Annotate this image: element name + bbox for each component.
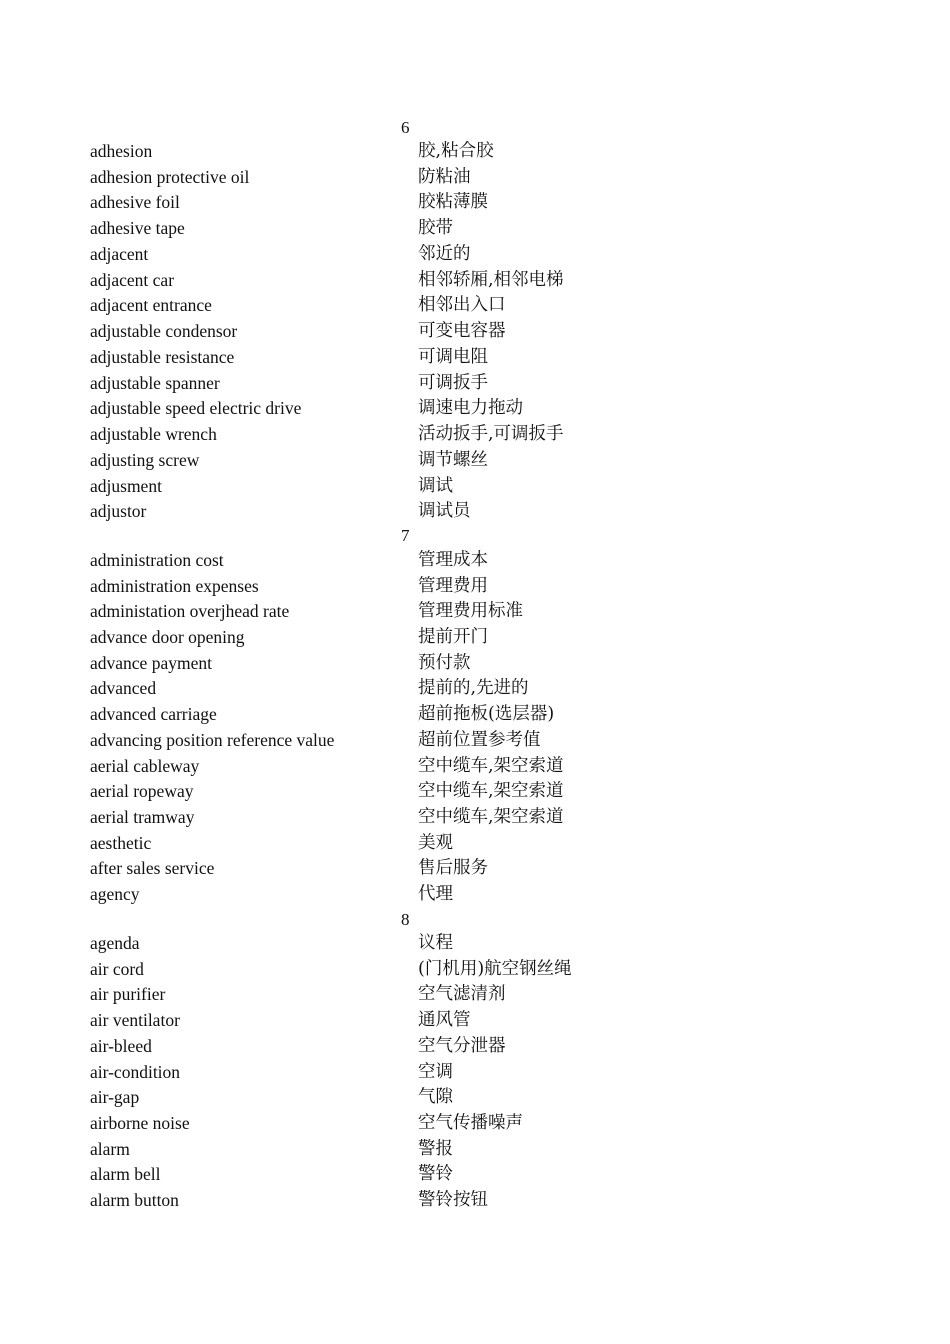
chinese-translation: 空调 xyxy=(418,1062,453,1082)
glossary-entry xyxy=(0,547,950,573)
glossary-entry xyxy=(0,498,950,524)
page-number: 7 xyxy=(401,526,410,545)
chinese-translation: 调节螺丝 xyxy=(418,450,488,470)
glossary-entry xyxy=(0,1007,950,1033)
english-term: airborne noise xyxy=(90,1113,190,1133)
chinese-translation: 代理 xyxy=(418,884,453,904)
glossary-entry xyxy=(0,598,950,624)
chinese-translation: 调试员 xyxy=(418,501,471,521)
english-term: adjustable wrench xyxy=(90,424,217,444)
english-term: administration expenses xyxy=(90,576,259,596)
chinese-translation: 可变电容器 xyxy=(418,321,506,341)
glossary-entry xyxy=(0,624,950,650)
chinese-translation: 胶粘薄膜 xyxy=(418,192,488,212)
english-term: after sales service xyxy=(90,858,215,878)
english-term: air purifier xyxy=(90,984,166,1004)
english-term: advance door opening xyxy=(90,627,245,647)
english-term: adjustable resistance xyxy=(90,347,235,367)
english-term: administration cost xyxy=(90,550,224,570)
english-term: adjustor xyxy=(90,501,147,521)
english-term: adhesive tape xyxy=(90,218,185,238)
chinese-translation: 警铃 xyxy=(418,1164,453,1184)
chinese-translation: 可调扳手 xyxy=(418,373,488,393)
chinese-translation: 空气传播噪声 xyxy=(418,1113,523,1133)
chinese-translation: 管理费用标准 xyxy=(418,601,523,621)
chinese-translation: 通风管 xyxy=(418,1010,471,1030)
english-term: adjacent xyxy=(90,244,149,264)
glossary-entry xyxy=(0,753,950,779)
glossary-entry xyxy=(0,675,950,701)
glossary-entry xyxy=(0,189,950,215)
glossary-entry xyxy=(0,804,950,830)
chinese-translation: 防粘油 xyxy=(418,167,471,187)
glossary-entry xyxy=(0,855,950,881)
glossary-entry xyxy=(0,650,950,676)
glossary-entry xyxy=(0,292,950,318)
english-term: adjustable spanner xyxy=(90,373,220,393)
english-term: air-bleed xyxy=(90,1036,152,1056)
chinese-translation: (门机用)航空钢丝绳 xyxy=(418,959,572,979)
glossary-entry xyxy=(0,447,950,473)
english-term: adjustable speed electric drive xyxy=(90,398,302,418)
glossary-entry xyxy=(0,395,950,421)
english-term: advance payment xyxy=(90,653,212,673)
chinese-translation: 气隙 xyxy=(418,1087,453,1107)
chinese-translation: 预付款 xyxy=(418,653,471,673)
glossary-entry xyxy=(0,138,950,164)
english-term: aesthetic xyxy=(90,833,152,853)
glossary-entry xyxy=(0,701,950,727)
english-term: adjusment xyxy=(90,476,162,496)
chinese-translation: 相邻出入口 xyxy=(418,295,506,315)
glossary-entry xyxy=(0,164,950,190)
glossary-entry xyxy=(0,241,950,267)
glossary-entry xyxy=(0,1110,950,1136)
english-term: air ventilator xyxy=(90,1010,180,1030)
english-term: adjacent entrance xyxy=(90,295,212,315)
glossary-entry xyxy=(0,1187,950,1213)
chinese-translation: 空中缆车,架空索道 xyxy=(418,807,564,827)
glossary-entry xyxy=(0,421,950,447)
chinese-translation: 警报 xyxy=(418,1139,453,1159)
glossary-entry xyxy=(0,473,950,499)
english-term: advanced carriage xyxy=(90,704,217,724)
english-term: advanced xyxy=(90,678,157,698)
english-term: adjustable condensor xyxy=(90,321,238,341)
chinese-translation: 警铃按钮 xyxy=(418,1190,488,1210)
chinese-translation: 空气分泄器 xyxy=(418,1036,506,1056)
english-term: adjusting screw xyxy=(90,450,200,470)
glossary-entry xyxy=(0,727,950,753)
english-term: aerial tramway xyxy=(90,807,195,827)
english-term: administation overjhead rate xyxy=(90,601,290,621)
english-term: agency xyxy=(90,884,140,904)
chinese-translation: 美观 xyxy=(418,833,453,853)
glossary-entry xyxy=(0,573,950,599)
glossary-entry xyxy=(0,981,950,1007)
chinese-translation: 空中缆车,架空索道 xyxy=(418,756,564,776)
page-number: 6 xyxy=(401,118,410,137)
english-term: aerial cableway xyxy=(90,756,200,776)
glossary-entry xyxy=(0,215,950,241)
chinese-translation: 空气滤清剂 xyxy=(418,984,506,1004)
english-term: air-condition xyxy=(90,1062,181,1082)
glossary-entry xyxy=(0,344,950,370)
english-term: agenda xyxy=(90,933,140,953)
chinese-translation: 超前位置参考值 xyxy=(418,730,541,750)
english-term: aerial ropeway xyxy=(90,781,194,801)
glossary-entry xyxy=(0,881,950,907)
glossary-entry xyxy=(0,930,950,956)
glossary-entry xyxy=(0,318,950,344)
glossary-entry xyxy=(0,1161,950,1187)
glossary-entry xyxy=(0,1033,950,1059)
glossary-entry xyxy=(0,830,950,856)
english-term: alarm bell xyxy=(90,1164,161,1184)
chinese-translation: 售后服务 xyxy=(418,858,488,878)
english-term: alarm button xyxy=(90,1190,179,1210)
chinese-translation: 超前拖板(选层器) xyxy=(418,704,555,724)
english-term: adhesion xyxy=(90,141,153,161)
chinese-translation: 调试 xyxy=(418,476,453,496)
glossary-entry xyxy=(0,370,950,396)
english-term: advancing position reference value xyxy=(90,730,335,750)
glossary-entry xyxy=(0,778,950,804)
english-term: adjacent car xyxy=(90,270,175,290)
glossary-entry xyxy=(0,956,950,982)
chinese-translation: 胶带 xyxy=(418,218,453,238)
english-term: air-gap xyxy=(90,1087,140,1107)
glossary-entry xyxy=(0,1059,950,1085)
chinese-translation: 调速电力拖动 xyxy=(418,398,523,418)
page-number: 8 xyxy=(401,910,410,929)
english-term: alarm xyxy=(90,1139,130,1159)
chinese-translation: 胶,粘合胶 xyxy=(418,141,494,161)
chinese-translation: 邻近的 xyxy=(418,244,471,264)
chinese-translation: 管理费用 xyxy=(418,576,488,596)
english-term: adhesion protective oil xyxy=(90,167,250,187)
chinese-translation: 议程 xyxy=(418,933,453,953)
chinese-translation: 相邻轿厢,相邻电梯 xyxy=(418,270,564,290)
chinese-translation: 提前的,先进的 xyxy=(418,678,529,698)
chinese-translation: 可调电阻 xyxy=(418,347,488,367)
chinese-translation: 空中缆车,架空索道 xyxy=(418,781,564,801)
glossary-entry xyxy=(0,1136,950,1162)
english-term: air cord xyxy=(90,959,144,979)
chinese-translation: 提前开门 xyxy=(418,627,488,647)
glossary-entry xyxy=(0,1084,950,1110)
glossary-entry xyxy=(0,267,950,293)
chinese-translation: 活动扳手,可调扳手 xyxy=(418,424,564,444)
english-term: adhesive foil xyxy=(90,192,180,212)
chinese-translation: 管理成本 xyxy=(418,550,488,570)
